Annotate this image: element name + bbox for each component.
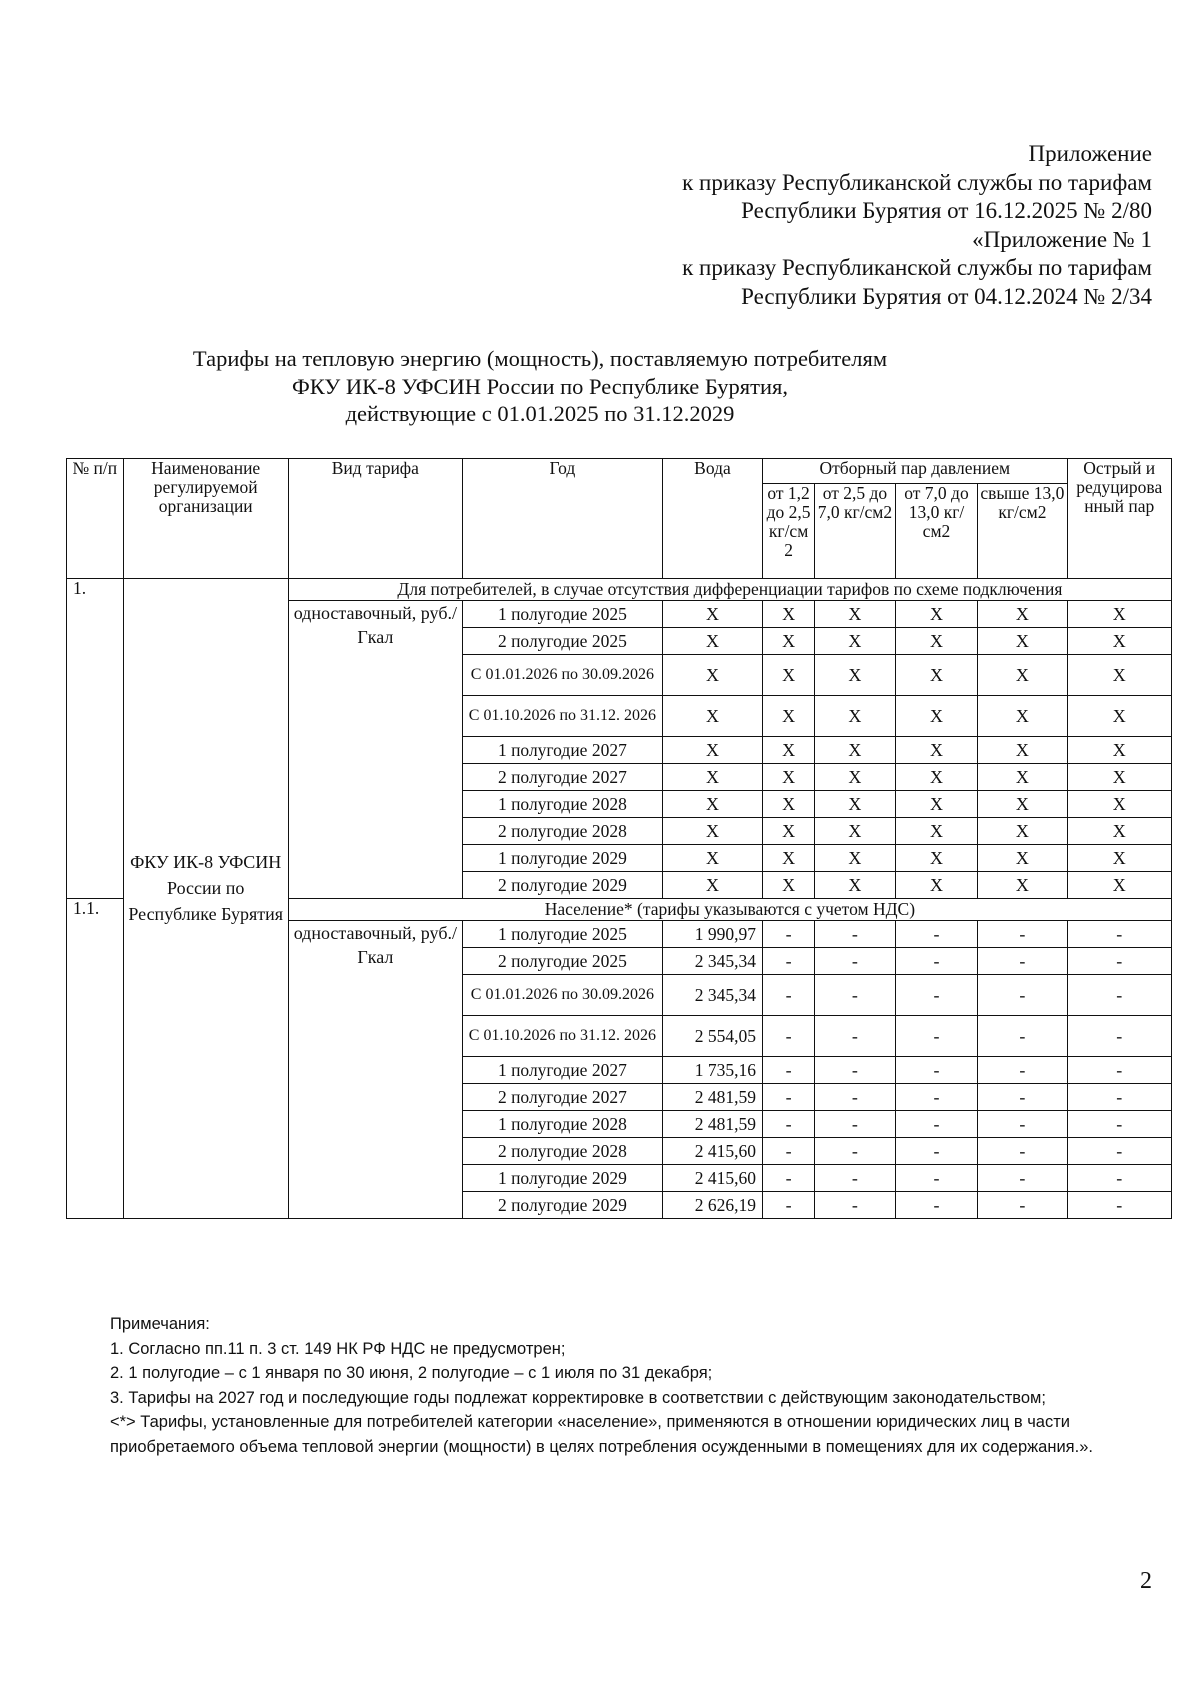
year-cell: 1 полугодие 2025 — [462, 601, 662, 628]
year-cell: 2 полугодие 2028 — [462, 818, 662, 845]
sharp-steam-cell: Х — [1067, 696, 1172, 737]
water-tariff-cell: 2 481,59 — [662, 1111, 762, 1138]
water-tariff-cell: Х — [662, 764, 762, 791]
steam-cell: Х — [978, 601, 1067, 628]
steam-cell: - — [815, 948, 895, 975]
steam-cell: Х — [895, 791, 978, 818]
tariff-table-body — [67, 579, 1172, 1219]
steam-cell: Х — [895, 872, 978, 899]
steam-cell: Х — [978, 764, 1067, 791]
year-cell: 2 полугодие 2025 — [462, 948, 662, 975]
water-tariff-cell: Х — [662, 818, 762, 845]
title-line: Тарифы на тепловую энергию (мощность), поставляемую потребителям — [192, 346, 888, 371]
steam-cell: - — [815, 1165, 895, 1192]
steam-cell: - — [815, 921, 895, 948]
steam-cell: Х — [763, 845, 815, 872]
header-line: Республики Бурятия от 16.12.2025 № 2/80 — [741, 198, 1152, 223]
steam-cell: - — [978, 1138, 1067, 1165]
sharp-steam-cell: - — [1067, 1016, 1172, 1057]
sharp-steam-cell: Х — [1067, 845, 1172, 872]
year-cell: 1 полугодие 2027 — [462, 737, 662, 764]
water-tariff-cell: Х — [662, 737, 762, 764]
year-cell: С 01.10.2026 по 31.12. 2026 — [462, 1016, 662, 1057]
steam-cell: - — [763, 1165, 815, 1192]
steam-cell: Х — [763, 872, 815, 899]
sharp-steam-cell: Х — [1067, 655, 1172, 696]
header-organization: Наименование регулируемой организации — [123, 459, 288, 579]
sharp-steam-cell: - — [1067, 1192, 1172, 1219]
steam-cell: - — [763, 1084, 815, 1111]
steam-cell: - — [895, 1138, 978, 1165]
steam-cell: - — [815, 1016, 895, 1057]
steam-cell: - — [763, 921, 815, 948]
header-steam-2: от 2,5 до 7,0 кг/см2 — [815, 484, 895, 579]
water-tariff-cell: 2 345,34 — [662, 948, 762, 975]
sharp-steam-cell: - — [1067, 975, 1172, 1016]
year-cell: С 01.01.2026 по 30.09.2026 — [462, 975, 662, 1016]
title-line: действующие с 01.01.2025 по 31.12.2029 — [345, 401, 735, 426]
note-item: 1. Согласно пп.11 п. 3 ст. 149 НК РФ НДС не предусмотрен; — [110, 1339, 566, 1358]
steam-cell: Х — [895, 655, 978, 696]
year-cell: 2 полугодие 2025 — [462, 628, 662, 655]
header-steam-1: от 1,2 до 2,5 кг/см 2 — [763, 484, 815, 579]
steam-cell: Х — [763, 655, 815, 696]
header-line: Республики Бурятия от 04.12.2024 № 2/34 — [741, 283, 1152, 309]
steam-cell: - — [895, 1165, 978, 1192]
document-title — [160, 345, 920, 428]
water-tariff-cell: 2 345,34 — [662, 975, 762, 1016]
water-tariff-cell: 2 415,60 — [662, 1138, 762, 1165]
organization-name: ФКУ ИК-8 УФСИН России по Республике Бурятия — [123, 579, 288, 1219]
steam-cell: - — [895, 921, 978, 948]
sharp-steam-cell: - — [1067, 1138, 1172, 1165]
sharp-steam-cell: - — [1067, 1111, 1172, 1138]
year-cell: 2 полугодие 2028 — [462, 1138, 662, 1165]
steam-cell: - — [815, 1111, 895, 1138]
year-cell: 1 полугодие 2025 — [462, 921, 662, 948]
steam-cell: Х — [815, 845, 895, 872]
sharp-steam-cell: Х — [1067, 791, 1172, 818]
year-cell: 1 полугодие 2029 — [462, 1165, 662, 1192]
header-line: к приказу Республиканской службы по тарифам — [682, 169, 1152, 195]
steam-cell: - — [978, 1084, 1067, 1111]
steam-cell: Х — [815, 601, 895, 628]
section-number: 1.1. — [67, 899, 124, 1219]
section-title: Население* (тарифы указываются с учетом НДС) — [288, 899, 1171, 921]
steam-cell: Х — [895, 845, 978, 872]
section-number: 1. — [67, 579, 124, 899]
year-cell: 1 полугодие 2027 — [462, 1057, 662, 1084]
water-tariff-cell: 1 735,16 — [662, 1057, 762, 1084]
sharp-steam-cell: - — [1067, 1084, 1172, 1111]
sharp-steam-cell: - — [1067, 921, 1172, 948]
steam-cell: - — [978, 948, 1067, 975]
steam-cell: - — [895, 1016, 978, 1057]
water-tariff-cell: 2 554,05 — [662, 1016, 762, 1057]
steam-cell: Х — [895, 737, 978, 764]
sharp-steam-cell: Х — [1067, 737, 1172, 764]
steam-cell: - — [815, 1084, 895, 1111]
steam-cell: - — [978, 1165, 1067, 1192]
steam-cell: Х — [978, 818, 1067, 845]
year-cell: 2 полугодие 2027 — [462, 764, 662, 791]
steam-cell: Х — [978, 872, 1067, 899]
header-line: Приложение — [1028, 141, 1152, 166]
sharp-steam-cell: Х — [1067, 628, 1172, 655]
steam-cell: Х — [978, 791, 1067, 818]
note-item: <*> Тарифы, установленные для потребителей категории «население», применяются в отношении юридических лиц в части приобретаемого объема тепловой энергии (мощности) в целях потребления осужденными в помещениях для их содержания.». — [110, 1413, 1093, 1456]
year-cell: 2 полугодие 2029 — [462, 872, 662, 899]
steam-cell: - — [763, 1016, 815, 1057]
section-row — [67, 579, 1172, 601]
sharp-steam-cell: - — [1067, 948, 1172, 975]
water-tariff-cell: Х — [662, 696, 762, 737]
steam-cell: Х — [815, 628, 895, 655]
steam-cell: Х — [815, 872, 895, 899]
steam-cell: - — [895, 1192, 978, 1219]
year-cell: 2 полугодие 2027 — [462, 1084, 662, 1111]
steam-cell: Х — [815, 764, 895, 791]
water-tariff-cell: Х — [662, 655, 762, 696]
page-number: 2 — [1140, 1568, 1152, 1594]
steam-cell: Х — [763, 628, 815, 655]
tariff-type: одноставочный, руб./Гкал — [288, 921, 462, 1219]
steam-cell: Х — [815, 791, 895, 818]
steam-cell: Х — [815, 737, 895, 764]
water-tariff-cell: Х — [662, 628, 762, 655]
notes-heading: Примечания: — [110, 1315, 210, 1333]
steam-cell: - — [895, 1057, 978, 1084]
steam-cell: Х — [763, 696, 815, 737]
header-steam-3: от 7,0 до 13,0 кг/см2 — [895, 484, 978, 579]
steam-cell: - — [978, 975, 1067, 1016]
steam-cell: - — [978, 1111, 1067, 1138]
steam-cell: Х — [978, 696, 1067, 737]
steam-cell: Х — [895, 628, 978, 655]
sharp-steam-cell: - — [1067, 1057, 1172, 1084]
note-item: 3. Тарифы на 2027 год и последующие годы подлежат корректировке в соответствии с действующим законодательством; — [110, 1388, 1046, 1407]
water-tariff-cell: Х — [662, 791, 762, 818]
water-tariff-cell: Х — [662, 872, 762, 899]
steam-cell: Х — [978, 628, 1067, 655]
steam-cell: Х — [763, 764, 815, 791]
steam-cell: Х — [895, 818, 978, 845]
steam-cell: Х — [763, 601, 815, 628]
steam-cell: - — [978, 1016, 1067, 1057]
steam-cell: - — [895, 1084, 978, 1111]
notes-block — [110, 1312, 1170, 1459]
water-tariff-cell: 1 990,97 — [662, 921, 762, 948]
steam-cell: Х — [978, 845, 1067, 872]
water-tariff-cell: 2 626,19 — [662, 1192, 762, 1219]
tariff-table — [66, 458, 1172, 1219]
steam-cell: - — [815, 1057, 895, 1084]
title-line: ФКУ ИК-8 УФСИН России по Республике Бурятия, — [292, 373, 788, 399]
steam-cell: - — [815, 975, 895, 1016]
water-tariff-cell: Х — [662, 845, 762, 872]
note-item: 2. 1 полугодие – с 1 января по 30 июня, 2 полугодие – с 1 июля по 31 декабря; — [110, 1364, 713, 1382]
steam-cell: Х — [895, 764, 978, 791]
year-cell: 1 полугодие 2028 — [462, 791, 662, 818]
steam-cell: Х — [763, 791, 815, 818]
steam-cell: - — [815, 1192, 895, 1219]
sharp-steam-cell: Х — [1067, 872, 1172, 899]
steam-cell: - — [978, 1192, 1067, 1219]
steam-cell: - — [978, 1057, 1067, 1084]
year-cell: 1 полугодие 2028 — [462, 1111, 662, 1138]
steam-cell: Х — [895, 601, 978, 628]
steam-cell: - — [763, 1111, 815, 1138]
steam-cell: Х — [763, 818, 815, 845]
sharp-steam-cell: Х — [1067, 764, 1172, 791]
year-cell: 2 полугодие 2029 — [462, 1192, 662, 1219]
year-cell: С 01.01.2026 по 30.09.2026 — [462, 655, 662, 696]
steam-cell: Х — [815, 655, 895, 696]
steam-cell: - — [763, 948, 815, 975]
water-tariff-cell: Х — [662, 601, 762, 628]
tariff-type: одноставочный, руб./Гкал — [288, 601, 462, 899]
steam-cell: - — [895, 948, 978, 975]
steam-cell: - — [895, 1111, 978, 1138]
header-steam-4: свыше 13,0 кг/см2 — [978, 484, 1067, 579]
steam-cell: - — [978, 921, 1067, 948]
header-year: Год — [462, 459, 662, 579]
steam-cell: Х — [815, 696, 895, 737]
year-cell: 1 полугодие 2029 — [462, 845, 662, 872]
section-title: Для потребителей, в случае отсутствия дифференциации тарифов по схеме подключения — [288, 579, 1171, 601]
sharp-steam-cell: - — [1067, 1165, 1172, 1192]
header-water: Вода — [662, 459, 762, 579]
order-header — [512, 140, 1152, 311]
steam-cell: - — [763, 1192, 815, 1219]
sharp-steam-cell: Х — [1067, 601, 1172, 628]
steam-cell: Х — [815, 818, 895, 845]
header-sharp-steam: Острый и редуцирова нный пар — [1067, 459, 1172, 579]
steam-cell: - — [895, 975, 978, 1016]
header-steam-group: Отборный пар давлением — [763, 459, 1068, 484]
steam-cell: - — [763, 1138, 815, 1165]
sharp-steam-cell: Х — [1067, 818, 1172, 845]
steam-cell: - — [763, 975, 815, 1016]
steam-cell: Х — [763, 737, 815, 764]
steam-cell: Х — [978, 655, 1067, 696]
header-tariff-type: Вид тарифа — [288, 459, 462, 579]
steam-cell: - — [763, 1057, 815, 1084]
steam-cell: Х — [895, 696, 978, 737]
steam-cell: Х — [978, 737, 1067, 764]
water-tariff-cell: 2 415,60 — [662, 1165, 762, 1192]
header-num: № п/п — [67, 459, 124, 579]
year-cell: С 01.10.2026 по 31.12. 2026 — [462, 696, 662, 737]
water-tariff-cell: 2 481,59 — [662, 1084, 762, 1111]
header-line: к приказу Республиканской службы по тарифам — [682, 255, 1152, 280]
header-line: «Приложение № 1 — [972, 226, 1152, 252]
steam-cell: - — [815, 1138, 895, 1165]
